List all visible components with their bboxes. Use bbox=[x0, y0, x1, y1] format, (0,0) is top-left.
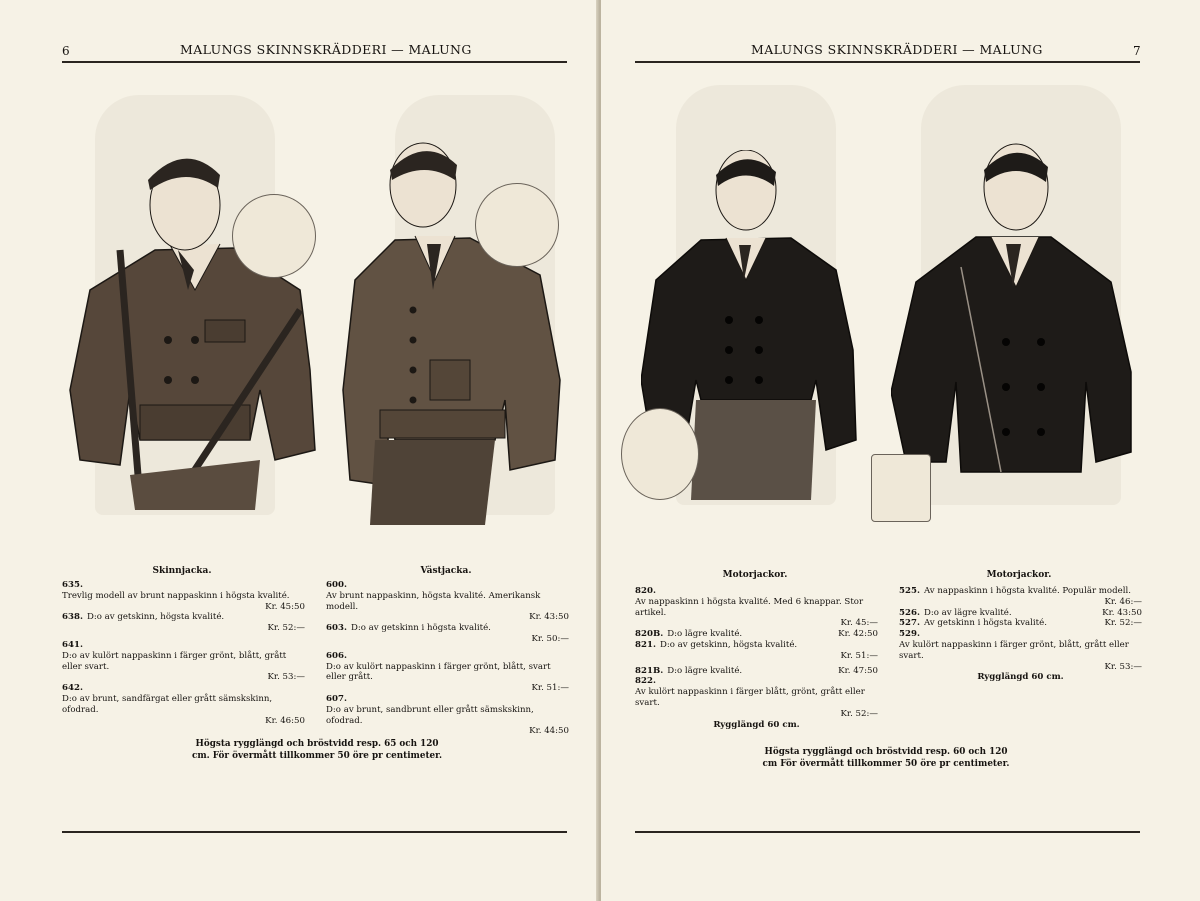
list-item: 638. D:o av getskinn, högsta kvalité. bbox=[62, 612, 225, 623]
list-item: 820B. D:o lägre kvalité. Kr. 42:50 bbox=[635, 629, 878, 640]
list-item: 603. D:o av getskinn i högsta kvalité. bbox=[326, 623, 491, 634]
list-item: 635. Trevlig modell av brunt nappaskinn i högsta kvalité. Kr. 45:50 bbox=[62, 580, 305, 612]
list-item: 820. Av nappaskinn i högsta kvalité. Med 6 knappar. Stor artikel. Kr. 45:— bbox=[635, 586, 878, 629]
page-header: MALUNGS SKINNSKRÄDDERI — MALUNG bbox=[180, 42, 472, 57]
item-price: Kr. 52:— bbox=[267, 623, 305, 634]
skinnjacka-illustration bbox=[60, 140, 330, 510]
list-item: 607. D:o av brunt, sandbrunt eller grått sämskskinn, ofodrad. Kr. 44:50 bbox=[326, 693, 569, 737]
right-page bbox=[601, 0, 1200, 901]
item-price: Kr. 50:— bbox=[531, 633, 569, 644]
list-item: 641. D:o av kulört nappaskinn i färger grönt, blått, grått eller svart. Kr. 53:— bbox=[62, 639, 305, 683]
list-item: 606. D:o av kulört nappaskinn i färger grönt, blått, svart eller grått. Kr. 51:— bbox=[326, 650, 569, 694]
back-length-note: Rygglängd 60 cm. bbox=[713, 719, 800, 730]
item-price: Kr. 51:— bbox=[840, 650, 878, 661]
list-item: 600. Av brunt nappaskinn, högsta kvalité. Amerikansk modell. Kr. 43:50 bbox=[326, 580, 569, 623]
list-item: 527. Av getskinn i högsta kvalité. Kr. 52:— bbox=[899, 618, 1142, 629]
size-note: Högsta rygglängd och bröstvidd resp. 60 och 120 cm För övermått tillkommer 50 öre pr centimeter. bbox=[762, 747, 1010, 769]
list-item: 822. Av kulört nappaskinn i färger blått, grönt, grått eller svart. Kr. 52:— bbox=[635, 676, 878, 719]
list-item: 642. D:o av brunt, sandfärgat eller grått sämskskinn, ofodrad. Kr. 46:50 bbox=[62, 683, 305, 726]
list-item: 525. Av nappaskinn i högsta kvalité. Populär modell. Kr. 46:— bbox=[899, 586, 1142, 607]
list-item: 821B. D:o lägre kvalité. Kr. 47:50 bbox=[635, 665, 878, 676]
detail-inset-back-view bbox=[475, 183, 559, 267]
column-caption: Västjacka. bbox=[420, 566, 472, 576]
back-length-note: Rygglängd 60 cm. bbox=[977, 672, 1064, 683]
column-caption: Motorjackor. bbox=[986, 570, 1052, 580]
left-page bbox=[0, 0, 599, 901]
page-number: 6 bbox=[62, 44, 70, 58]
price-list bbox=[899, 586, 1142, 683]
column-caption: Skinnjacka. bbox=[152, 566, 212, 576]
size-note: Högsta rygglängd och bröstvidd resp. 65 och 120 cm. För övermått tillkommer 50 öre pr centimeter. bbox=[192, 739, 443, 761]
footer-rule bbox=[62, 831, 567, 833]
detail-inset-back-view bbox=[871, 454, 931, 522]
header-rule bbox=[62, 61, 567, 63]
detail-inset-back-view bbox=[232, 194, 316, 278]
price-list bbox=[62, 580, 305, 726]
list-item: 529. Av kulört nappaskinn i färger grönt, blått, grått eller svart. Kr. 53:— bbox=[899, 629, 1142, 672]
detail-inset-back-view bbox=[621, 408, 699, 500]
price-list bbox=[635, 586, 878, 730]
column-caption: Motorjackor. bbox=[722, 570, 788, 580]
page-header: MALUNGS SKINNSKRÄDDERI — MALUNG bbox=[751, 42, 1043, 57]
page-number: 7 bbox=[1133, 44, 1141, 58]
list-item: 821. D:o av getskinn, högsta kvalité. bbox=[635, 639, 798, 650]
footer-rule bbox=[635, 831, 1140, 833]
header-rule bbox=[635, 61, 1140, 63]
list-item: 526. D:o av lägre kvalité. Kr. 43:50 bbox=[899, 607, 1142, 618]
price-list bbox=[326, 580, 569, 737]
